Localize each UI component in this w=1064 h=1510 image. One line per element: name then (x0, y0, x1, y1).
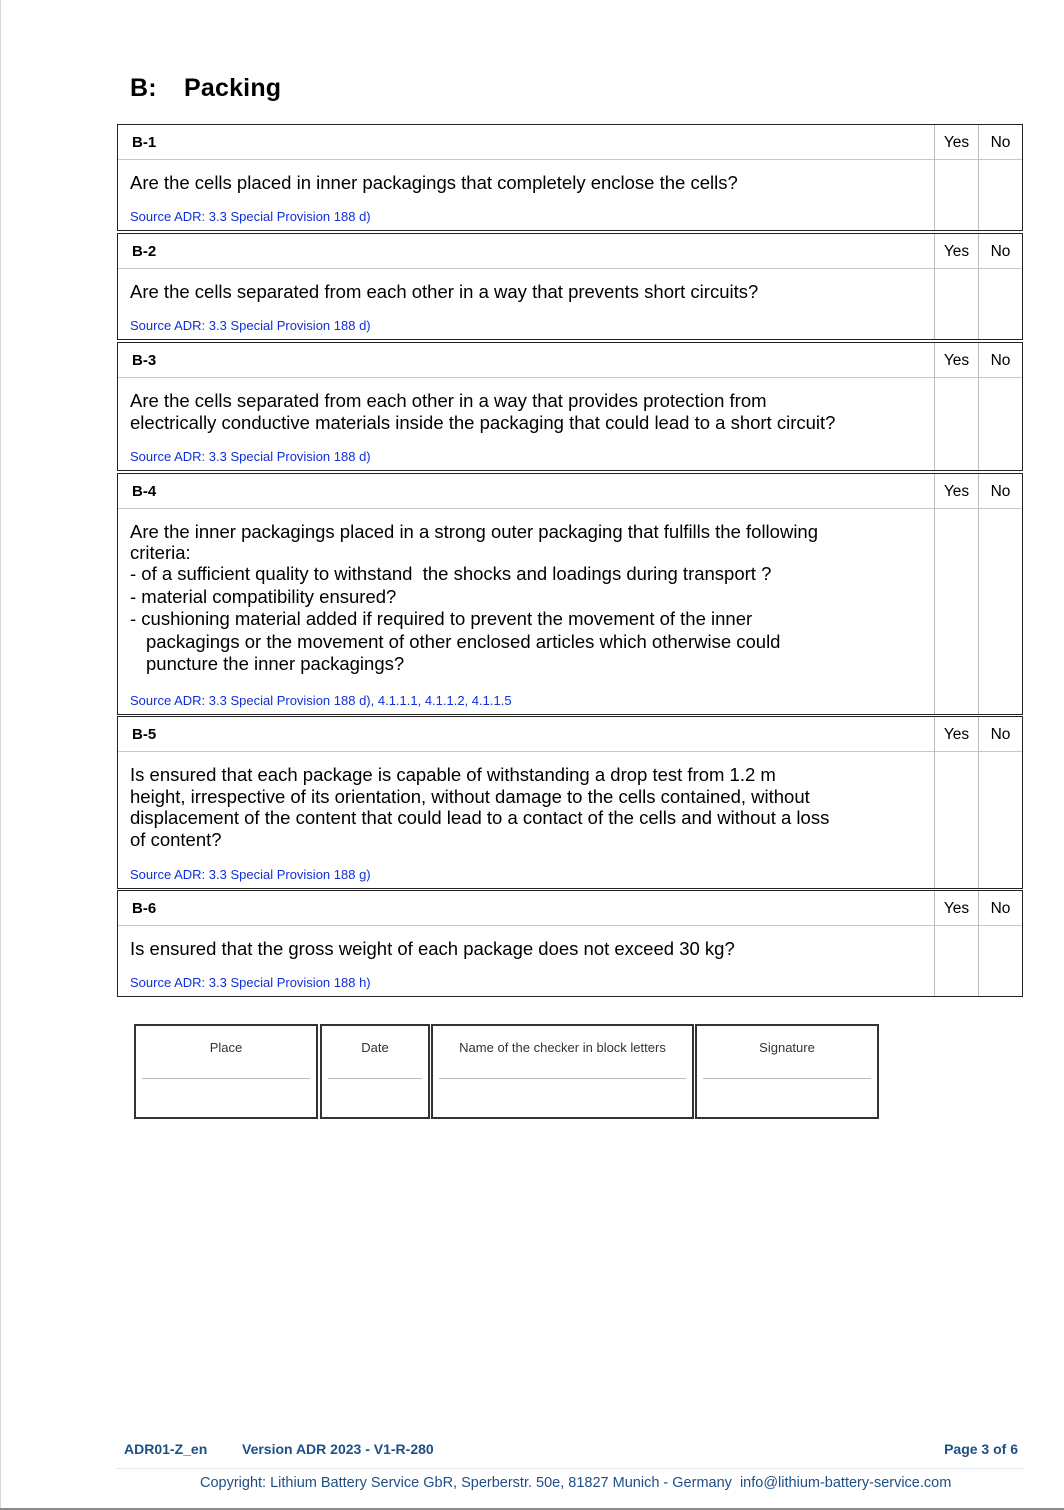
question-block-b1 (117, 124, 1023, 231)
field-divider (439, 1078, 686, 1079)
question-block-b6 (117, 890, 1023, 997)
yes-column (935, 343, 979, 470)
question-line: of content? (130, 828, 222, 850)
question-line: displacement of the content that could lead to a contact of the cells and without a loss (130, 807, 830, 828)
question-block-b4 (117, 473, 1023, 715)
question-id: B-3 (118, 343, 934, 378)
no-checkbox[interactable] (979, 378, 1022, 470)
question-text (118, 509, 934, 675)
question-block-b2 (117, 233, 1023, 340)
document-code: ADR01-Z_en (124, 1441, 208, 1457)
question-line: - cushioning material added if required to prevent the movement of the inner (130, 608, 753, 629)
question-main (118, 343, 935, 470)
yes-label: Yes (935, 125, 978, 160)
question-line: criteria: (130, 542, 191, 563)
no-label: No (979, 343, 1022, 378)
yes-label: Yes (935, 474, 978, 509)
no-column (979, 234, 1022, 339)
yes-label: Yes (935, 343, 978, 378)
document-version: Version ADR 2023 - V1-R-280 (242, 1441, 434, 1457)
field-divider (328, 1078, 422, 1079)
question-source: Source ADR: 3.3 Special Provision 188 d), 4.1.1.1, 4.1.1.2, 4.1.1.5 (130, 693, 512, 708)
yes-column (935, 234, 979, 339)
yes-column (935, 891, 979, 996)
question-main (118, 474, 935, 714)
no-column (979, 891, 1022, 996)
footer-divider (116, 1468, 1024, 1469)
question-line: Are the cells separated from each other in a way that prevents short circuits? (130, 281, 759, 302)
signature-field[interactable] (695, 1024, 879, 1119)
yes-label: Yes (935, 717, 978, 752)
no-column (979, 125, 1022, 230)
question-line: - material compatibility ensured? (130, 585, 397, 607)
question-id: B-4 (118, 474, 934, 509)
question-line: - of a sufficient quality to withstand the shocks and loadings during transport ? (130, 563, 772, 584)
yes-checkbox[interactable] (935, 160, 978, 230)
question-block-b3 (117, 342, 1023, 471)
yes-column (935, 474, 979, 714)
no-label: No (979, 474, 1022, 509)
question-line: Are the cells separated from each other in a way that provides protection from (130, 390, 767, 411)
field-divider (703, 1078, 871, 1079)
question-text (118, 269, 934, 303)
question-id: B-2 (118, 234, 934, 269)
question-line: Is ensured that the gross weight of each package does not exceed 30 kg? (130, 938, 735, 959)
no-column (979, 343, 1022, 470)
no-checkbox[interactable] (979, 752, 1022, 888)
no-column (979, 474, 1022, 714)
checker-name-label: Name of the checker in block letters (459, 1040, 666, 1055)
question-text (118, 752, 934, 850)
date-label: Date (361, 1040, 389, 1055)
section-heading (130, 74, 281, 103)
no-column (979, 717, 1022, 888)
yes-column (935, 125, 979, 230)
no-checkbox[interactable] (979, 269, 1022, 339)
page-number: Page 3 of 6 (944, 1441, 1018, 1457)
question-main (118, 234, 935, 339)
question-id: B-5 (118, 717, 934, 752)
page-edge (0, 0, 1, 1510)
yes-checkbox[interactable] (935, 926, 978, 996)
yes-checkbox[interactable] (935, 269, 978, 339)
signature-label: Signature (759, 1040, 815, 1055)
yes-checkbox[interactable] (935, 509, 978, 714)
question-line: puncture the inner packagings? (146, 652, 405, 674)
question-source: Source ADR: 3.3 Special Provision 188 h) (130, 975, 371, 990)
question-line: packagings or the movement of other enclosed articles which otherwise could (146, 630, 781, 652)
question-line: height, irrespective of its orientation, without damage to the cells contained, without (130, 785, 810, 807)
yes-checkbox[interactable] (935, 378, 978, 470)
question-text (118, 378, 934, 433)
question-source: Source ADR: 3.3 Special Provision 188 d) (130, 209, 371, 224)
question-main (118, 125, 935, 230)
question-text (118, 926, 934, 960)
no-label: No (979, 891, 1022, 926)
no-checkbox[interactable] (979, 926, 1022, 996)
question-id: B-1 (118, 125, 934, 160)
question-source: Source ADR: 3.3 Special Provision 188 g) (130, 867, 371, 882)
question-line: Are the inner packagings placed in a strong outer packaging that fulfills the following (130, 521, 819, 542)
question-text (118, 160, 934, 194)
question-line: Is ensured that each package is capable of withstanding a drop test from 1.2 m (130, 764, 776, 785)
section-title: Packing (184, 74, 282, 102)
copyright-notice: Copyright: Lithium Battery Service GbR, Sperberstr. 50e, 81827 Munich - Germany info@lithium-battery-service.com (200, 1475, 952, 1491)
section-letter: B: (130, 74, 157, 102)
no-label: No (979, 125, 1022, 160)
checker-name-field[interactable] (431, 1024, 694, 1119)
question-source: Source ADR: 3.3 Special Provision 188 d) (130, 449, 371, 464)
question-source: Source ADR: 3.3 Special Provision 188 d) (130, 318, 371, 333)
place-label: Place (209, 1040, 243, 1055)
question-line: electrically conductive materials inside the packaging that could lead to a short circuit? (130, 411, 836, 433)
no-checkbox[interactable] (979, 509, 1022, 714)
question-main (118, 717, 935, 888)
place-field[interactable] (134, 1024, 318, 1119)
yes-column (935, 717, 979, 888)
yes-label: Yes (935, 234, 978, 269)
yes-checkbox[interactable] (935, 752, 978, 888)
question-line: Are the cells placed in inner packagings that completely enclose the cells? (130, 172, 738, 193)
no-checkbox[interactable] (979, 160, 1022, 230)
date-field[interactable] (320, 1024, 430, 1119)
no-label: No (979, 234, 1022, 269)
field-divider (142, 1078, 310, 1079)
question-block-b5 (117, 716, 1023, 889)
question-main (118, 891, 935, 996)
no-label: No (979, 717, 1022, 752)
question-id: B-6 (118, 891, 934, 926)
yes-label: Yes (935, 891, 978, 926)
